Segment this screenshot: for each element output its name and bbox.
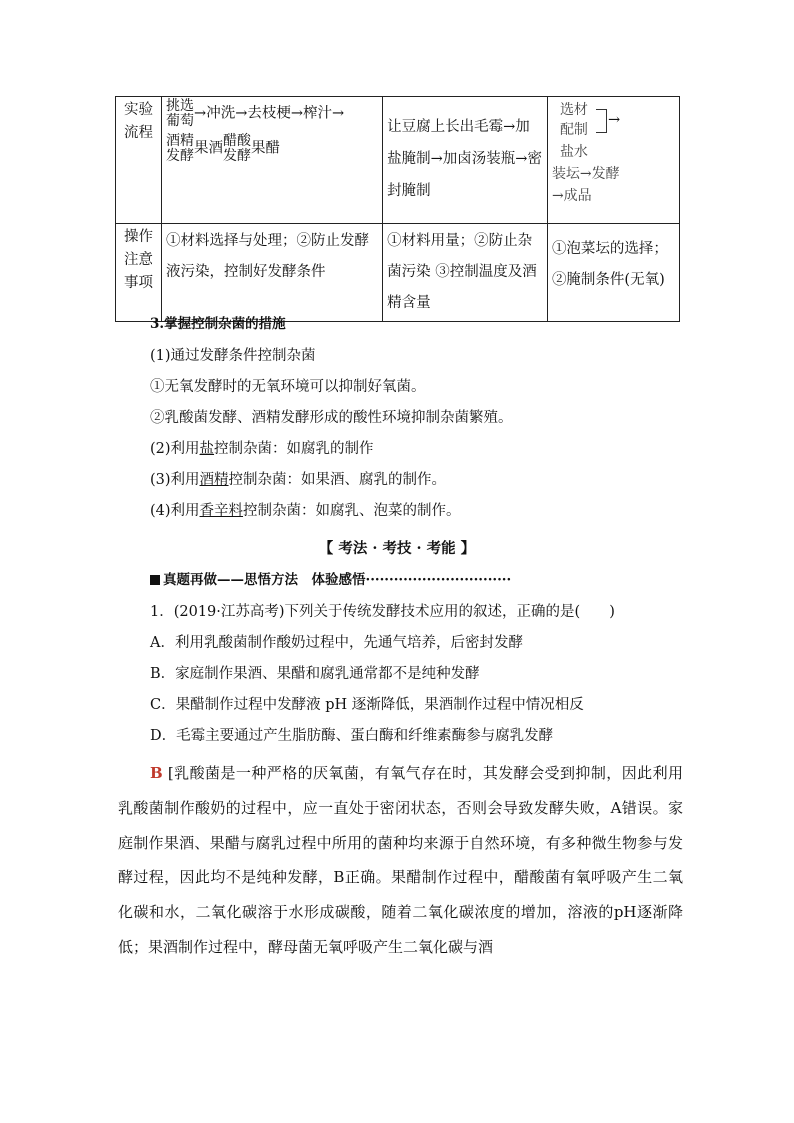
tofu-flow: 让豆腐上长出毛霉→加盐腌制→加卤汤装瓶→密封腌制 (383, 97, 548, 224)
fermentation-table (115, 96, 680, 322)
option-a: A．利用乳酸菌制作酸奶过程中，先通气培养，后密封发酵 (150, 635, 523, 651)
paragraph: ②乳酸菌发酵、酒精发酵形成的酸性环境抑制杂菌繁殖。 (150, 410, 513, 426)
answer-letter: B (150, 764, 163, 782)
row-label-process: 实验流程 (116, 97, 162, 224)
row-label-notes: 操作注意事项 (116, 224, 162, 322)
flow-step-select-grape: 挑选 葡萄 (166, 98, 195, 129)
option-c: C．果醋制作过程中发酵液 pH 逐渐降低，果酒制作过程中情况相反 (150, 697, 584, 713)
flow-product-wine: 果酒 (194, 141, 224, 158)
flow-line-2 (166, 134, 378, 163)
pickle-step-material: 选材 (559, 102, 588, 118)
pickle-step-brine: 盐水 (559, 144, 588, 160)
flow-step-acetic-ferment: 醋酸 发酵 (223, 133, 252, 165)
flow-step-alcohol-ferment: 酒精 发酵 (166, 133, 195, 165)
option-d: D．毛霉主要通过产生脂肪酶、蛋白酶和纤维素酶参与腐乳发酵 (150, 728, 554, 744)
answer-text: [乳酸菌是一种严格的厌氧菌，有氧气存在时，其发酵会受到抑制，因此利用乳酸菌制作酸奶的过程中，应一直处于密闭状态，否则会导致发酵失败，A错误。家庭制作果酒、果醋与腐乳过程中所用的菌种均来源于自然环境，有多种微生物参与发酵过程，因此均不是纯种发酵，B正确。果醋制作过程中，醋酸菌有氧呼吸产生二氧化碳和水，二氧化碳溶于水形成碳酸，随着二氧化碳浓度的增加，溶液的pH逐渐降低；果酒制作过程中，酵母菌无氧呼吸产生二氧化碳与酒 (118, 764, 683, 956)
wine-vinegar-flow (162, 97, 383, 224)
question-stem: 1．(2019·江苏高考)下列关于传统发酵技术应用的叙述，正确的是( ) (150, 604, 615, 620)
option-b: B．家庭制作果酒、果醋和腐乳通常都不是纯种发酵 (150, 666, 480, 682)
flow-product-vinegar: 果醋 (251, 141, 281, 158)
paragraph: (3)利用酒精控制杂菌：如果酒、腐乳的制作。 (150, 472, 447, 488)
section-banner: 【 考法 · 考技 · 考能 】 (318, 540, 476, 557)
tofu-notes: ①材料用量；②防止杂菌污染 ③控制温度及酒精含量 (383, 224, 548, 322)
pickle-step-prepare: 配制 (559, 122, 588, 138)
section-title: 真题再做——思悟方法 体验感悟······························· (150, 568, 511, 588)
paragraph: (2)利用盐控制杂菌：如腐乳的制作 (150, 441, 374, 457)
table-row-notes (116, 224, 680, 322)
section-3-heading: 3.掌握控制杂菌的措施 (150, 316, 286, 332)
table-row-process (116, 97, 680, 224)
paragraph: (4)利用香辛料控制杂菌：如腐乳、泡菜的制作。 (150, 503, 461, 519)
square-bullet-icon (150, 575, 160, 585)
bracket-line (596, 109, 607, 133)
flow-steps-wash: →冲洗→去枝梗→榨汁→ (194, 105, 345, 122)
wine-notes: ①材料选择与处理；②防止发酵液污染，控制好发酵条件 (162, 224, 383, 322)
pickle-arrow: → (607, 112, 621, 128)
pickle-step-jar: 装坛→发酵 (551, 166, 620, 182)
answer-explanation (118, 756, 683, 965)
paragraph: (1)通过发酵条件控制杂菌 (150, 348, 316, 364)
pickle-flow (547, 97, 679, 224)
flow-line-1 (166, 99, 378, 128)
paragraph: ①无氧发酵时的无氧环境可以抑制好氧菌。 (150, 379, 426, 395)
pickle-notes: ①泡菜坛的选择；②腌制条件(无氧) (547, 224, 679, 322)
pickle-step-product: →成品 (551, 188, 592, 204)
